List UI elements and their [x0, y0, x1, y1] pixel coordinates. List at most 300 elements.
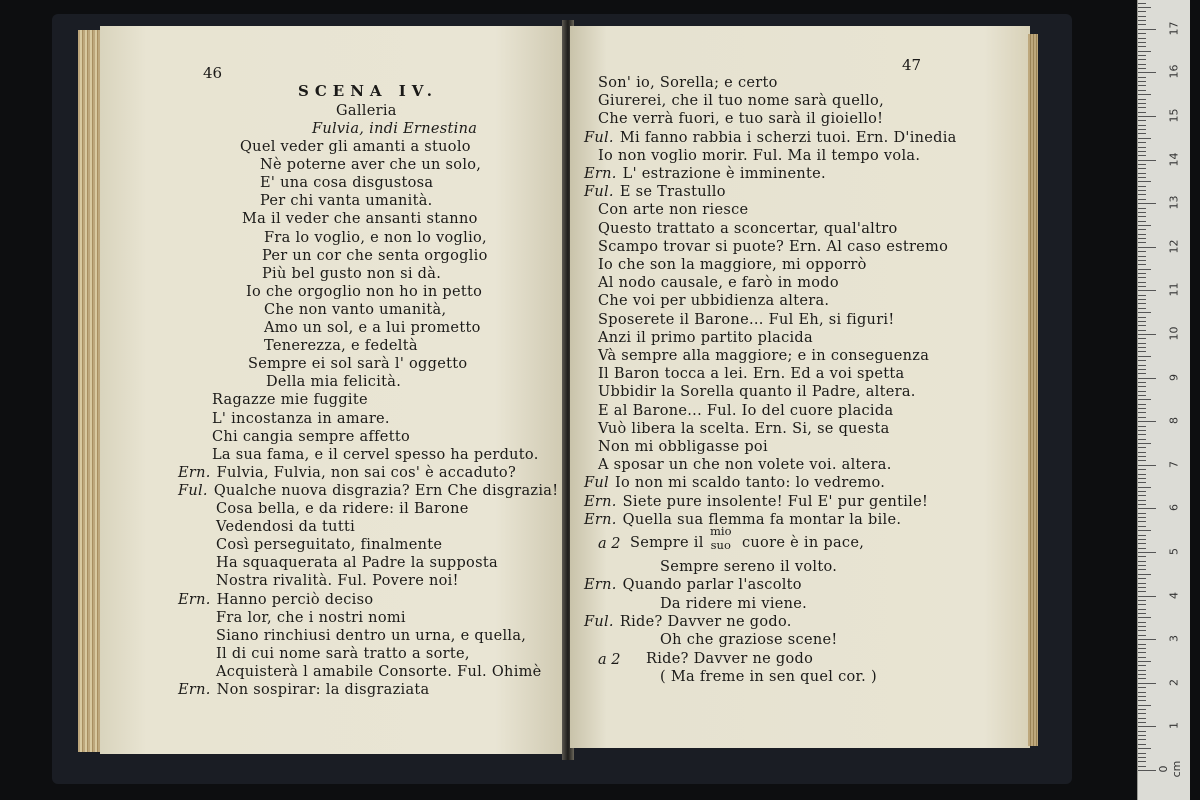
ruler-tick — [1138, 273, 1146, 274]
ruler-tick — [1138, 404, 1146, 405]
line-text: Ma il veder che ansanti stanno — [242, 211, 478, 228]
line-text: Qualche nuova disgrazia? Ern Che disgrazia! — [213, 482, 559, 499]
verse-line — [598, 201, 748, 219]
verse-line — [598, 220, 898, 238]
duet-options — [710, 524, 732, 552]
ruler-tick — [1138, 85, 1146, 86]
ruler-tick — [1138, 552, 1156, 553]
ruler-tick — [1138, 347, 1146, 348]
ruler-tick — [1138, 639, 1156, 640]
ruler-tick — [1138, 465, 1156, 466]
ruler-tick — [1138, 661, 1151, 662]
verse-line — [584, 474, 885, 492]
ruler-tick — [1138, 46, 1146, 47]
verse-line — [598, 110, 883, 128]
ruler-tick — [1138, 399, 1151, 400]
verse-line — [598, 383, 916, 401]
line-text: Vedendosi da tutti — [216, 519, 356, 536]
verse-line — [216, 627, 526, 645]
speaker-label: Ern. — [178, 682, 211, 698]
ruler-tick — [1138, 644, 1146, 645]
ruler-tick — [1138, 229, 1146, 230]
line-text: Son' io, Sorella; e certo — [598, 75, 778, 91]
ruler-number: 15 — [1167, 108, 1181, 123]
ruler-tick — [1138, 317, 1146, 318]
ruler-tick — [1138, 604, 1146, 605]
left-page — [100, 26, 565, 754]
line-text: Chi cangia sempre affetto — [212, 428, 410, 445]
ruler-tick — [1138, 194, 1146, 195]
option-top: mio — [710, 524, 732, 538]
ruler-tick — [1138, 395, 1146, 396]
verse-line — [598, 292, 829, 310]
line-text: E al Barone... Ful. Io del cuore placida — [598, 402, 894, 419]
line-text: Và sempre alla maggiore; e in conseguenza — [598, 348, 930, 364]
ruler-tick — [1138, 731, 1146, 732]
ruler-tick — [1138, 683, 1156, 684]
ruler-tick — [1138, 443, 1151, 444]
ruler-tick — [1138, 11, 1146, 12]
line-text: Quel veder gli amanti a stuolo — [240, 139, 471, 155]
line-text: Siano rinchiusi dentro un urna, e quella, — [216, 627, 527, 644]
line-text: Ubbidir la Sorella quanto il Padre, altera. — [598, 384, 916, 401]
line-text: Così perseguitato, finalmente — [216, 537, 443, 554]
ruler-number: 5 — [1167, 548, 1181, 555]
ruler-tick — [1138, 334, 1156, 335]
ruler-tick — [1138, 38, 1146, 39]
ruler-tick — [1138, 748, 1151, 749]
ruler-number: 17 — [1167, 21, 1181, 36]
verse-line — [598, 274, 839, 292]
verse-line — [216, 609, 406, 627]
ruler-tick — [1138, 665, 1146, 666]
ruler-tick — [1138, 325, 1146, 326]
ruler-tick — [1138, 635, 1146, 636]
ruler-tick — [1138, 591, 1146, 592]
ruler-tick — [1138, 569, 1146, 570]
line-text: Questo trattato a sconcertar, qual'altro — [598, 220, 898, 237]
ruler-tick — [1138, 417, 1146, 418]
verse-line — [598, 438, 768, 456]
ruler-tick — [1138, 269, 1151, 270]
ruler-tick — [1138, 378, 1156, 379]
line-text: Ha squaquerata al Padre la supposta — [216, 555, 498, 572]
ruler-tick — [1138, 55, 1146, 56]
ruler-tick — [1138, 447, 1146, 448]
verse-line — [598, 256, 867, 274]
ruler-tick — [1138, 72, 1156, 73]
ruler-tick — [1138, 138, 1151, 139]
line-text: Io che orgoglio non ho in petto — [246, 283, 483, 300]
ruler-tick — [1138, 168, 1146, 169]
ruler-tick — [1138, 648, 1146, 649]
speaker-label: Ern. — [584, 511, 617, 528]
ruler-tick — [1138, 674, 1146, 675]
ruler-tick — [1138, 186, 1146, 187]
ruler-tick — [1138, 460, 1146, 461]
ruler-tick — [1138, 129, 1146, 130]
ruler-tick — [1138, 561, 1146, 562]
ruler-tick — [1138, 147, 1146, 148]
ruler-tick — [1138, 33, 1146, 34]
verse-line — [598, 147, 920, 165]
verse-line — [260, 174, 433, 192]
ruler-tick — [1138, 430, 1146, 431]
verse-line — [216, 554, 498, 572]
verse-line — [178, 681, 429, 699]
ruler-tick — [1138, 670, 1146, 671]
speaker-label: Ful. — [178, 482, 208, 499]
speaker-label: Ful. — [584, 613, 614, 630]
ruler-tick — [1138, 753, 1146, 754]
speaker-label: Ern. — [178, 464, 211, 481]
speaker-label: Ful. — [584, 129, 614, 146]
ruler-tick — [1138, 360, 1146, 361]
ruler-tick — [1138, 77, 1146, 78]
ruler-tick — [1138, 133, 1146, 134]
line-text: Cosa bella, e da ridere: il Barone — [216, 501, 469, 517]
ruler-number: 9 — [1167, 373, 1181, 381]
line-text: Acquisterà l amabile Consorte. Ful. Ohimè — [216, 663, 542, 680]
line-text: Che verrà fuori, e tuo sarà il gioiello! — [598, 111, 884, 128]
verse-line — [598, 456, 892, 474]
ruler-tick — [1138, 142, 1146, 143]
line-text: Più bel gusto non si dà. — [262, 265, 442, 282]
duet-line-end: cuore è in pace, — [742, 535, 865, 551]
ruler-tick — [1138, 365, 1146, 366]
ruler-tick — [1138, 160, 1156, 161]
verse-line — [598, 74, 778, 92]
verse-line — [598, 329, 813, 347]
ruler-tick — [1138, 64, 1146, 65]
ruler-tick — [1138, 735, 1146, 736]
line-text: Al nodo causale, e farò in modo — [598, 275, 839, 292]
ruler-tick — [1138, 107, 1146, 108]
ruler-number: 14 — [1167, 152, 1181, 167]
verse-line — [584, 493, 928, 511]
ruler-tick — [1138, 103, 1146, 104]
ruler-tick — [1138, 42, 1146, 43]
line-text: Siete pure insolente! Ful E' pur gentile! — [622, 493, 929, 510]
line-text: La sua fama, e il cervel spesso ha perduto. — [212, 446, 539, 463]
ruler-number: 11 — [1167, 282, 1181, 297]
ruler-tick — [1138, 613, 1146, 614]
ruler-tick — [1138, 426, 1146, 427]
ruler-tick — [1138, 356, 1151, 357]
verse-line — [242, 210, 478, 228]
verse-line — [660, 595, 807, 613]
verse-line — [212, 391, 368, 409]
ruler-tick — [1138, 199, 1146, 200]
verse-line — [178, 464, 516, 482]
verse-line — [598, 347, 929, 365]
ruler-tick — [1138, 386, 1146, 387]
ruler-tick — [1138, 369, 1146, 370]
line-text: Scampo trovar si puote? Ern. Al caso estremo — [598, 238, 949, 255]
verse-line — [660, 558, 837, 576]
verse-line — [264, 229, 487, 247]
line-text: Fra lo voglio, e non lo voglio, — [264, 229, 487, 246]
line-text: Ride? Davver ne godo. — [619, 613, 792, 630]
line-text: Mi fanno rabbia i scherzi tuoi. Ern. D'inedia — [619, 129, 957, 146]
ruler-number: 7 — [1167, 460, 1181, 468]
ruler-tick — [1138, 290, 1156, 291]
ruler-tick — [1138, 238, 1146, 239]
ruler-tick — [1138, 264, 1146, 265]
verse-line — [584, 165, 826, 183]
ruler-tick — [1138, 495, 1146, 496]
verse-line — [264, 301, 446, 319]
characters: Fulvia, indi Ernestina — [312, 121, 478, 137]
ruler-number: 16 — [1167, 64, 1181, 79]
ruler-tick — [1138, 626, 1146, 627]
ruler-tick — [1138, 321, 1146, 322]
ruler-tick — [1138, 482, 1146, 483]
verse-line — [264, 337, 418, 355]
ruler-tick — [1138, 225, 1151, 226]
ruler-tick — [1138, 177, 1146, 178]
verse-line — [216, 536, 442, 554]
ruler-tick — [1138, 391, 1146, 392]
line-text: Nostra rivalità. Ful. Povere noi! — [216, 573, 459, 590]
line-text: Non mi obbligasse poi — [598, 439, 768, 455]
line-text: Fra lor, che i nostri nomi — [216, 609, 406, 626]
verse-line — [262, 265, 441, 283]
ruler-tick — [1138, 7, 1151, 8]
closing-line: ( Ma freme in sen quel cor. ) — [660, 669, 877, 685]
line-text: Quella sua flemma fa montar la bile. — [622, 511, 902, 528]
ruler-tick — [1138, 726, 1156, 727]
ruler-tick — [1138, 500, 1146, 501]
ruler-tick — [1138, 713, 1146, 714]
ruler-number: 4 — [1167, 591, 1181, 599]
ruler-tick — [1138, 120, 1146, 121]
ruler-tick — [1138, 578, 1146, 579]
verse-line — [178, 591, 373, 609]
speaker-label: Ern. — [584, 577, 617, 594]
verse-line — [660, 631, 837, 649]
verse-line — [240, 138, 471, 156]
ruler-tick — [1138, 543, 1146, 544]
ruler-tick — [1138, 469, 1146, 470]
ruler-tick — [1138, 373, 1146, 374]
ruler-tick — [1138, 757, 1146, 758]
verse-line — [246, 283, 482, 301]
line-text: L' estrazione è imminente. — [622, 166, 826, 182]
ruler-tick — [1138, 99, 1146, 100]
ruler-tick — [1138, 242, 1146, 243]
ruler-tick — [1138, 421, 1156, 422]
ruler-tick — [1138, 565, 1146, 566]
ruler-tick — [1138, 530, 1151, 531]
right-page — [570, 26, 1030, 748]
ruler-number: 1 — [1167, 722, 1181, 730]
ruler-tick — [1138, 299, 1146, 300]
verse-line — [264, 319, 481, 337]
line-text: Da ridere mi viene. — [660, 595, 808, 612]
ruler-tick — [1138, 59, 1146, 60]
ruler-tick — [1138, 24, 1146, 25]
verse-line — [598, 311, 895, 329]
ruler-tick — [1138, 526, 1146, 527]
line-text: Oh che graziose scene! — [660, 632, 838, 649]
ruler-tick — [1138, 600, 1146, 601]
verse-line — [598, 365, 904, 383]
line-text: Che voi per ubbidienza altera. — [598, 293, 830, 310]
verse-line — [212, 410, 390, 428]
ruler-tick — [1138, 521, 1146, 522]
page-number: 46 — [203, 64, 223, 82]
ruler-tick — [1138, 216, 1146, 217]
ruler-tick — [1138, 412, 1146, 413]
duet-marker: a 2 — [598, 536, 621, 552]
ruler-tick — [1138, 351, 1146, 352]
line-text: Con arte non riesce — [598, 202, 749, 219]
ruler-tick — [1138, 439, 1146, 440]
measuring-ruler — [1137, 0, 1190, 800]
ruler-tick — [1138, 630, 1146, 631]
duet2-line: Ride? Davver ne godo — [646, 651, 814, 667]
ruler-tick — [1138, 173, 1146, 174]
ruler-tick — [1138, 508, 1156, 509]
line-text: Quando parlar l'ascolto — [622, 577, 802, 594]
verse-line — [260, 192, 433, 210]
verse-line — [216, 518, 355, 536]
ruler-tick — [1138, 116, 1156, 117]
ruler-number: 12 — [1167, 239, 1181, 254]
line-text: E se Trastullo — [619, 184, 726, 201]
line-text: Che non vanto umanità, — [264, 301, 447, 318]
line-text: Per chi vanta umanità. — [260, 193, 433, 210]
ruler-tick — [1138, 452, 1146, 453]
ruler-tick — [1138, 343, 1146, 344]
verse-line — [598, 92, 884, 110]
ruler-tick — [1138, 260, 1146, 261]
speaker-label: Ern. — [178, 591, 211, 608]
ruler-tick — [1138, 700, 1146, 701]
ruler-tick — [1138, 434, 1146, 435]
verse-line — [598, 402, 893, 420]
ruler-tick — [1138, 247, 1156, 248]
verse-line — [262, 247, 488, 265]
ruler-tick — [1138, 504, 1146, 505]
ruler-tick — [1138, 539, 1146, 540]
ruler-tick — [1138, 487, 1151, 488]
verse-line — [216, 645, 470, 663]
ruler-tick — [1138, 308, 1146, 309]
ruler-tick — [1138, 622, 1146, 623]
ruler-tick — [1138, 609, 1146, 610]
line-text: Nè poterne aver che un solo, — [260, 157, 482, 174]
ruler-tick — [1138, 221, 1146, 222]
verse-line — [248, 355, 467, 373]
page-edges-right — [1028, 34, 1038, 746]
line-text: Tenerezza, e fedeltà — [264, 338, 418, 355]
ruler-tick — [1138, 181, 1151, 182]
ruler-tick — [1138, 338, 1146, 339]
ruler-tick — [1138, 16, 1146, 17]
line-text: Hanno perciò deciso — [216, 591, 374, 608]
ruler-number: 2 — [1167, 678, 1181, 686]
verse-line — [598, 420, 890, 438]
verse-line — [212, 446, 539, 464]
ruler-tick — [1138, 770, 1156, 771]
ruler-tick — [1138, 3, 1146, 4]
ruler-tick — [1138, 190, 1146, 191]
verse-line — [216, 663, 542, 681]
location: Galleria — [336, 103, 397, 119]
ruler-tick — [1138, 687, 1146, 688]
ruler-tick — [1138, 513, 1146, 514]
ruler-tick — [1138, 583, 1146, 584]
verse-line — [266, 373, 401, 391]
ruler-unit-label: 0 cm — [1157, 760, 1183, 778]
ruler-tick — [1138, 312, 1151, 313]
verse-line — [212, 428, 410, 446]
line-text: Per un cor che senta orgoglio — [262, 247, 488, 264]
verse-line — [584, 183, 726, 201]
verse-line — [260, 156, 481, 174]
ruler-tick — [1138, 657, 1146, 658]
ruler-tick — [1138, 744, 1146, 745]
ruler-tick — [1138, 330, 1146, 331]
ruler-number: 10 — [1167, 326, 1181, 341]
ruler-tick — [1138, 617, 1151, 618]
line-text: Non sospirar: la disgraziata — [216, 682, 430, 698]
speaker-label: Ern. — [584, 166, 617, 182]
line-text: Fulvia, Fulvia, non sai cos' è accaduto? — [216, 464, 517, 481]
verse-line — [598, 238, 948, 256]
line-text: Io non mi scaldo tanto: lo vedremo. — [614, 475, 886, 492]
ruler-tick — [1138, 295, 1146, 296]
ruler-tick — [1138, 256, 1146, 257]
ruler-tick — [1138, 20, 1146, 21]
ruler-tick — [1138, 382, 1146, 383]
verse-line — [584, 129, 957, 147]
ruler-tick — [1138, 234, 1146, 235]
ruler-tick — [1138, 556, 1146, 557]
line-text: Anzi il primo partito placida — [598, 329, 813, 346]
ruler-tick — [1138, 164, 1146, 165]
ruler-tick — [1138, 151, 1146, 152]
line-text: Ragazze mie fuggite — [212, 392, 368, 409]
ruler-number: 8 — [1167, 417, 1181, 425]
ruler-tick — [1138, 722, 1146, 723]
ruler-tick — [1138, 29, 1156, 30]
duet-marker-2: a 2 — [598, 652, 621, 668]
ruler-tick — [1138, 548, 1146, 549]
ruler-number: 3 — [1167, 635, 1181, 643]
verse-line — [178, 482, 558, 500]
ruler-tick — [1138, 709, 1146, 710]
ruler-tick — [1138, 761, 1146, 762]
line-text: Sposerete il Barone... Ful Eh, si figuri! — [598, 311, 895, 328]
ruler-tick — [1138, 155, 1146, 156]
ruler-tick — [1138, 90, 1146, 91]
speaker-label: Ern. — [584, 493, 617, 510]
ruler-tick — [1138, 587, 1146, 588]
ruler-tick — [1138, 596, 1156, 597]
duet-line-start: Sempre il — [630, 535, 704, 551]
ruler-tick — [1138, 678, 1146, 679]
ruler-tick — [1138, 456, 1146, 457]
line-text: Amo un sol, e a lui prometto — [264, 320, 481, 336]
ruler-tick — [1138, 491, 1146, 492]
line-text: Il di cui nome sarà tratto a sorte, — [216, 645, 470, 662]
ruler-tick — [1138, 766, 1146, 767]
verse-line — [584, 613, 792, 631]
ruler-tick — [1138, 282, 1146, 283]
